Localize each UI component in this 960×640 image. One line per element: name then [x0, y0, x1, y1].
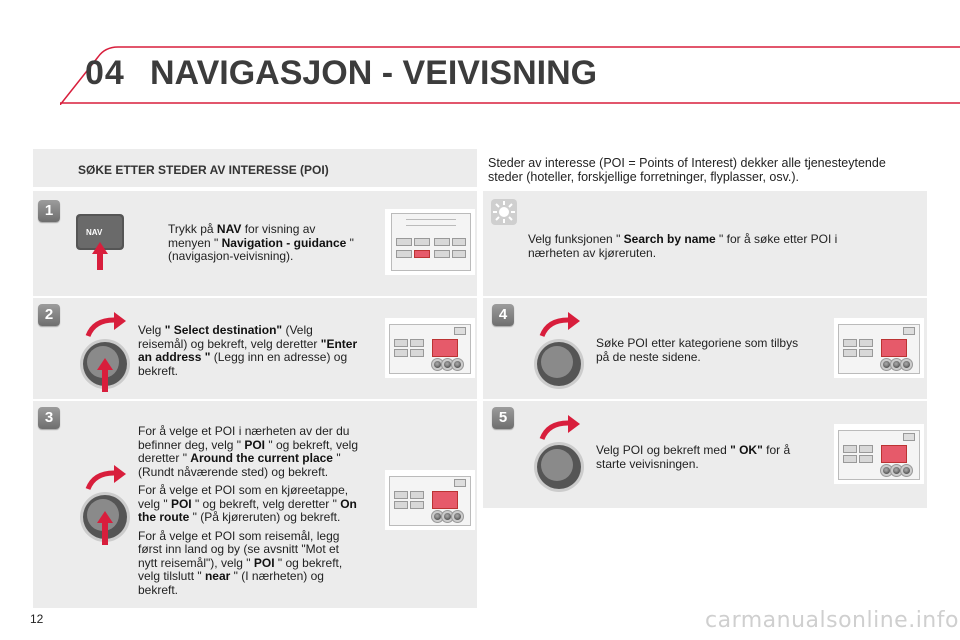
text-run: Søke POI etter kategoriene som tilbys — [596, 336, 799, 350]
step-badge-2: 2 — [38, 304, 60, 326]
step-3-text — [138, 425, 378, 602]
text-line — [168, 250, 378, 264]
step-1-text — [168, 223, 378, 264]
bold-text-run: POI — [244, 437, 266, 452]
text-line — [138, 570, 378, 584]
text-line — [138, 425, 378, 439]
text-line — [138, 511, 378, 525]
text-run: velg " — [138, 496, 171, 511]
text-line — [138, 466, 378, 480]
text-run: velg tilslutt " — [138, 569, 205, 583]
text-run: For å velge et POI som reisemål, legg — [138, 528, 340, 543]
text-line — [138, 530, 378, 544]
text-run: For å velge et POI som en kjøreetappe, — [138, 483, 349, 497]
bold-text-run: NAV — [216, 222, 242, 236]
bold-text-run: the route — [138, 510, 190, 524]
text-run: " og bekreft, — [274, 555, 343, 570]
text-run: " — [332, 451, 341, 465]
chapter-title: NAVIGASJON - VEIVISNING — [150, 54, 598, 92]
text-line — [138, 365, 378, 379]
text-run: Trykk på — [168, 222, 217, 236]
page-number: 12 — [30, 612, 44, 626]
text-line — [168, 237, 378, 251]
bold-text-run: near — [204, 569, 231, 583]
step-3-paragraph — [138, 530, 378, 598]
text-run: Velg — [138, 323, 165, 337]
text-run: reisemål) og bekreft, velg deretter — [138, 336, 321, 351]
text-run: først inn land og by (se avsnitt "Mot et — [138, 542, 340, 556]
text-line — [528, 233, 898, 247]
bold-text-run: POI — [253, 555, 275, 570]
text-run: menyen " — [168, 235, 222, 250]
text-line — [138, 498, 378, 512]
bold-text-run: "Enter — [320, 336, 358, 351]
text-run: deretter " — [138, 451, 191, 465]
section-intro: Steder av interesse (POI = Points of Interest) dekker alle tjenesteytende steder (hoteller, forskjellige forretninger, flyplasser, osv.). — [488, 156, 886, 184]
step-badge-3: 3 — [38, 407, 60, 429]
text-run: for å — [762, 443, 791, 457]
text-run: " (I nærheten) og — [230, 569, 324, 583]
bold-text-run: " Select destination" — [164, 323, 283, 337]
radio-unit-image — [385, 209, 475, 275]
bold-text-run: On — [340, 496, 357, 511]
step-3-paragraph — [138, 425, 378, 479]
bold-text-run: Search by name — [623, 232, 716, 246]
text-line — [138, 324, 378, 338]
text-run: (Legg inn en adresse) og — [210, 350, 348, 364]
bold-text-run: POI — [170, 496, 192, 511]
step-2-text — [138, 324, 378, 378]
text-run: Velg POI og bekreft med — [596, 443, 731, 457]
bold-text-run: " OK" — [730, 443, 763, 457]
text-line — [138, 351, 378, 365]
text-line — [596, 337, 826, 351]
text-line — [138, 543, 378, 557]
divider — [483, 399, 927, 401]
text-run: for visning av — [241, 222, 316, 236]
step-badge-5: 5 — [492, 407, 514, 429]
text-line — [138, 439, 378, 453]
text-run: (navigasjon-veivisning). — [168, 249, 294, 263]
text-run: " (På kjøreruten) og bekreft. — [189, 510, 341, 524]
chapter-number: 04 — [85, 54, 125, 92]
radio-unit-image — [834, 424, 924, 484]
text-run: nytt reisemål"), velg " — [138, 555, 254, 570]
text-run: befinner deg, velg " — [138, 437, 245, 452]
text-line — [138, 484, 378, 498]
text-line — [138, 338, 378, 352]
text-run: For å velge et POI i nærheten av der du — [138, 424, 350, 438]
text-line — [168, 223, 378, 237]
divider — [33, 399, 477, 401]
step-3-paragraph — [138, 484, 378, 525]
section-heading-bar — [33, 149, 477, 187]
text-run: Velg funksjonen " — [528, 232, 624, 246]
step-5-text — [596, 444, 826, 471]
radio-unit-image — [385, 318, 475, 378]
text-line — [596, 444, 826, 458]
text-line — [528, 247, 898, 261]
text-run: bekreft. — [138, 363, 179, 378]
text-run: " for å søke etter POI i — [715, 232, 838, 246]
text-run: (Velg — [282, 323, 313, 337]
text-line — [596, 351, 826, 365]
tip-text — [528, 233, 898, 260]
text-run: " og bekreft, velg — [265, 437, 358, 452]
text-run: bekreft. — [138, 582, 179, 597]
divider — [33, 296, 477, 298]
text-run: (Rundt nåværende sted) og bekreft. — [138, 464, 329, 479]
section-heading: SØKE ETTER STEDER AV INTERESSE (POI) — [78, 163, 329, 177]
rotary-knob-illustration — [526, 312, 596, 394]
watermark: carmanualsonline.info — [705, 608, 959, 633]
text-run: " — [346, 235, 354, 250]
text-line — [138, 452, 378, 466]
bold-text-run: an address " — [138, 350, 211, 364]
text-line — [596, 458, 826, 472]
step-badge-1: 1 — [38, 200, 60, 222]
text-run: starte veivisningen. — [596, 456, 699, 471]
rotary-knob-illustration — [72, 312, 142, 394]
tip-lightbulb-icon — [490, 198, 518, 226]
text-run: nærheten av kjøreruten. — [528, 245, 657, 260]
bold-text-run: Around the current place — [190, 451, 333, 465]
text-run: " og bekreft, velg deretter " — [191, 496, 341, 511]
rotary-knob-illustration — [526, 415, 596, 497]
bold-text-run: Navigation - guidance — [221, 235, 347, 250]
rotary-knob-illustration — [72, 465, 142, 547]
nav-key-illustration — [74, 212, 130, 272]
text-run: på de neste sidene. — [596, 349, 701, 364]
radio-unit-image — [385, 470, 475, 530]
step-badge-4: 4 — [492, 304, 514, 326]
radio-unit-image — [834, 318, 924, 378]
nav-key-label: NAV — [86, 228, 103, 237]
step-4-text — [596, 337, 826, 364]
text-line — [138, 584, 378, 598]
text-line — [138, 557, 378, 571]
divider — [483, 296, 927, 298]
